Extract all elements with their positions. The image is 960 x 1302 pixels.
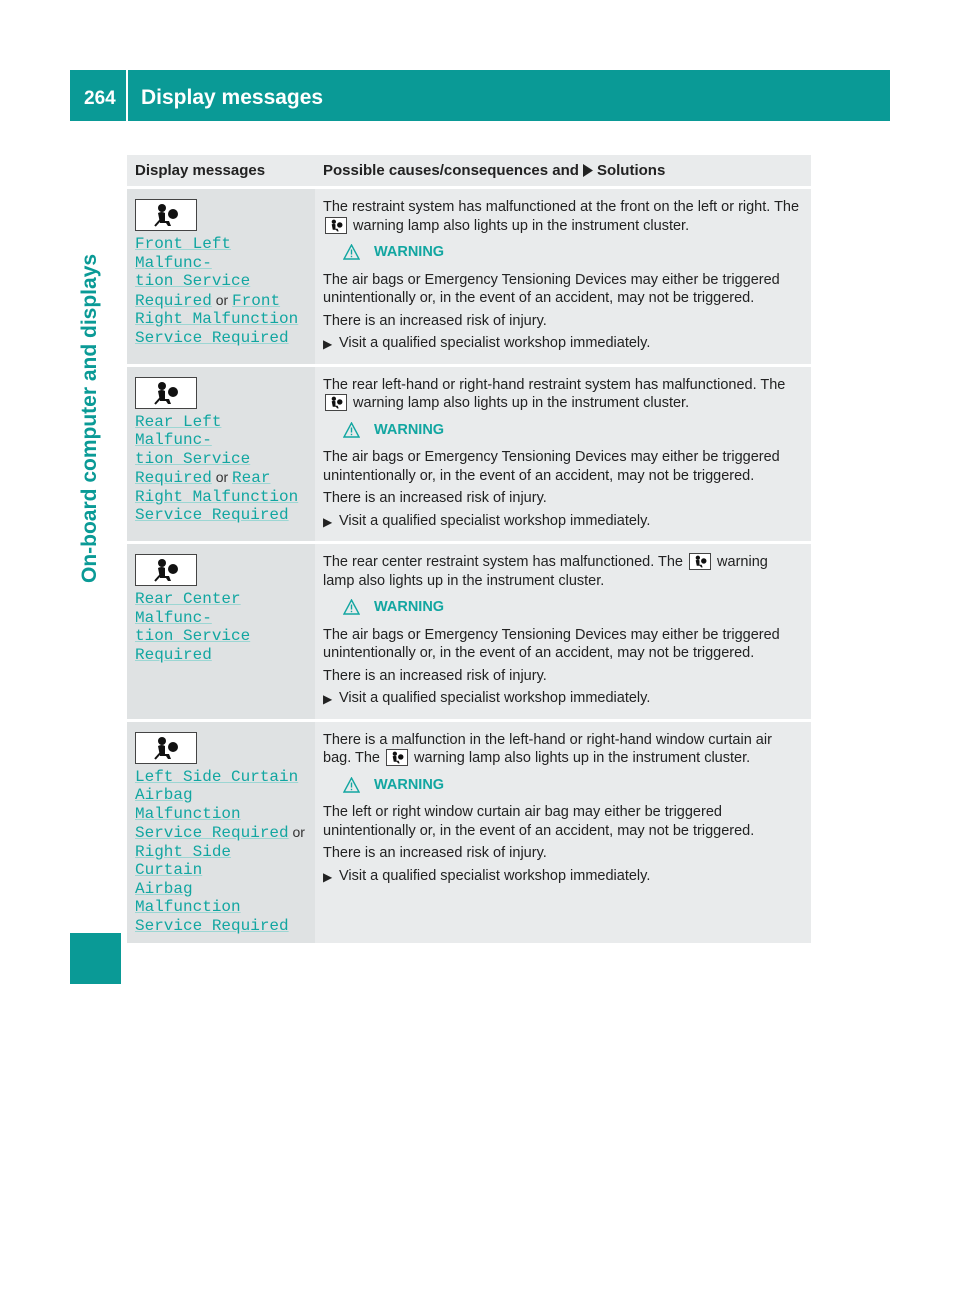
message-code: Front Left Malfunc‐ xyxy=(135,235,232,272)
col-header-causes-solutions xyxy=(315,155,811,188)
action-item xyxy=(323,689,803,709)
cause-text-start: The restraint system has malfunctioned at the front on the left or right. The xyxy=(323,199,800,215)
message-code: Right Side Curtain xyxy=(135,842,232,879)
cause-description xyxy=(323,553,803,590)
display-message-text xyxy=(135,768,307,936)
display-message-text xyxy=(135,590,307,664)
table-header-row xyxy=(127,155,811,188)
cause-description xyxy=(323,731,803,768)
cause-text-start: There is a malfunction in the left-hand or right-hand window curtain air bag. The xyxy=(323,731,772,766)
message-code: Airbag Malfunction xyxy=(135,879,241,916)
action-item xyxy=(323,867,803,887)
action-text: Visit a qualified specialist workshop immediately. xyxy=(339,335,651,351)
display-message-line xyxy=(135,786,307,823)
display-message-cell xyxy=(127,543,315,721)
display-message-line xyxy=(135,768,307,787)
action-arrow-icon: ▶ xyxy=(323,869,333,884)
action-arrow-icon: ▶ xyxy=(323,514,333,529)
warning-text: The air bags or Emergency Tensioning Devices may either be triggered unintentionally or, in the event of an accident, may not be triggered. xyxy=(323,271,780,306)
side-tab-marker xyxy=(70,933,121,984)
restraint-system-lamp-icon xyxy=(325,217,347,234)
cause-text-start: The rear center restraint system has malfunctioned. The xyxy=(323,554,683,570)
display-message-line xyxy=(135,590,307,627)
message-code: Right Malfunction xyxy=(135,310,299,328)
cause-text-start: The rear left-hand or right-hand restraint system has malfunctioned. The xyxy=(323,376,786,393)
message-code: Rear xyxy=(232,469,271,487)
causes-solutions-cell xyxy=(315,543,811,721)
display-message-line xyxy=(135,823,307,843)
risk-text: There is an increased risk of injury. xyxy=(323,312,547,329)
warning-label: WARNING xyxy=(374,776,445,793)
display-message-text xyxy=(135,235,307,347)
causes-solutions-cell xyxy=(315,365,811,543)
action-item xyxy=(323,334,803,354)
message-code: Service Required xyxy=(135,824,289,842)
warning-triangle-icon xyxy=(343,777,360,793)
table-row xyxy=(127,188,811,366)
display-message-cell xyxy=(127,188,315,366)
display-message-line xyxy=(135,468,307,488)
solution-arrow-icon xyxy=(582,164,594,177)
message-code: tion Service xyxy=(135,272,251,290)
message-connector: or xyxy=(211,291,233,308)
warning-text: The air bags or Emergency Tensioning Devices may either be triggered unintentionally or, in the event of an accident, may not be triggered. xyxy=(323,626,780,661)
display-message-cell xyxy=(127,365,315,543)
message-code: tion Service xyxy=(135,627,251,645)
side-tab-label: On-board computer and displays xyxy=(78,253,101,583)
message-code: Service Required xyxy=(135,328,289,347)
warning-heading xyxy=(323,421,803,440)
risk-text: There is an increased risk of injury. xyxy=(323,845,547,861)
display-message-line xyxy=(135,450,307,469)
warning-heading xyxy=(323,776,803,795)
restraint-system-lamp-icon xyxy=(689,553,711,570)
causes-solutions-cell xyxy=(315,720,811,943)
display-message-text xyxy=(135,413,307,525)
display-message-line xyxy=(135,272,307,291)
display-message-cell xyxy=(127,720,315,943)
restraint-system-lamp-icon xyxy=(135,732,197,764)
display-message-line xyxy=(135,843,307,880)
display-message-line xyxy=(135,917,307,936)
display-message-line xyxy=(135,329,307,348)
warning-text: The left or right window curtain air bag may either be triggered unintentionally or, in the event of an accident, may not be triggered. xyxy=(323,804,755,839)
col2-header-solutions: Solutions xyxy=(596,161,666,179)
message-code: Rear Left Malfunc‐ xyxy=(135,412,222,449)
restraint-system-lamp-icon xyxy=(135,377,197,409)
page-title: Display messages xyxy=(141,86,324,109)
warning-triangle-icon xyxy=(343,422,360,438)
warning-triangle-icon xyxy=(343,244,360,260)
warning-heading xyxy=(323,598,803,617)
risk-text: There is an increased risk of injury. xyxy=(323,667,547,684)
display-message-line xyxy=(135,488,307,507)
warning-label: WARNING xyxy=(374,599,445,615)
page-number: 264 xyxy=(84,88,116,109)
restraint-system-lamp-icon xyxy=(135,554,197,586)
display-message-line xyxy=(135,291,307,311)
action-text: Visit a qualified specialist workshop immediately. xyxy=(339,690,651,706)
restraint-system-lamp-icon xyxy=(325,394,347,411)
display-message-line xyxy=(135,413,307,450)
cause-text-end: warning lamp also lights up in the instrument cluster. xyxy=(353,395,690,411)
warning-heading xyxy=(323,243,803,262)
action-arrow-icon: ▶ xyxy=(323,337,333,351)
action-item xyxy=(323,512,803,532)
action-arrow-icon: ▶ xyxy=(323,692,333,706)
message-code: tion Service xyxy=(135,449,251,468)
col-header-display-messages: Display messages xyxy=(127,155,315,188)
message-code: Front xyxy=(232,291,281,310)
warning-label: WARNING xyxy=(374,244,445,260)
causes-solutions-cell xyxy=(315,188,811,366)
header-divider xyxy=(126,70,128,121)
display-message-line xyxy=(135,310,307,329)
cause-text-end: warning lamp also lights up in the instrument cluster. xyxy=(414,750,751,766)
message-code: Service Required xyxy=(135,506,289,524)
display-message-line xyxy=(135,627,307,646)
message-code: Right Malfunction xyxy=(135,487,299,506)
warning-text: The air bags or Emergency Tensioning Devices may either be triggered unintentionally or, in the event of an accident, may not be triggered. xyxy=(323,449,780,484)
cause-text-end: warning lamp also lights up in the instrument cluster. xyxy=(353,217,690,234)
display-message-line xyxy=(135,646,307,665)
message-connector: or xyxy=(288,824,305,840)
message-code: Required xyxy=(135,645,212,664)
message-code: Left Side Curtain xyxy=(135,767,299,786)
restraint-system-lamp-icon xyxy=(135,199,197,231)
table-row xyxy=(127,365,811,543)
action-text: Visit a qualified specialist workshop immediately. xyxy=(339,867,651,884)
message-code: Required xyxy=(135,469,212,487)
display-message-line xyxy=(135,880,307,917)
message-code: Rear Center Malfunc‐ xyxy=(135,590,241,627)
warning-triangle-icon xyxy=(343,599,360,615)
message-code: Airbag Malfunction xyxy=(135,786,241,823)
table-row xyxy=(127,720,811,943)
cause-text-end: warning lamp also lights up in the instrument cluster. xyxy=(323,554,768,589)
warning-label: WARNING xyxy=(374,421,445,438)
table-row xyxy=(127,543,811,721)
display-messages-table xyxy=(127,155,811,943)
restraint-system-lamp-icon xyxy=(386,749,408,766)
display-message-line xyxy=(135,235,307,272)
action-text: Visit a qualified specialist workshop immediately. xyxy=(339,512,651,529)
display-message-line xyxy=(135,506,307,525)
message-code: Service Required xyxy=(135,916,289,935)
col2-header-text: Possible causes/consequences and xyxy=(323,161,579,179)
message-code: Required xyxy=(135,291,212,310)
cause-description xyxy=(323,376,803,413)
risk-text: There is an increased risk of injury. xyxy=(323,490,547,506)
message-connector: or xyxy=(211,469,233,485)
cause-description xyxy=(323,198,803,235)
